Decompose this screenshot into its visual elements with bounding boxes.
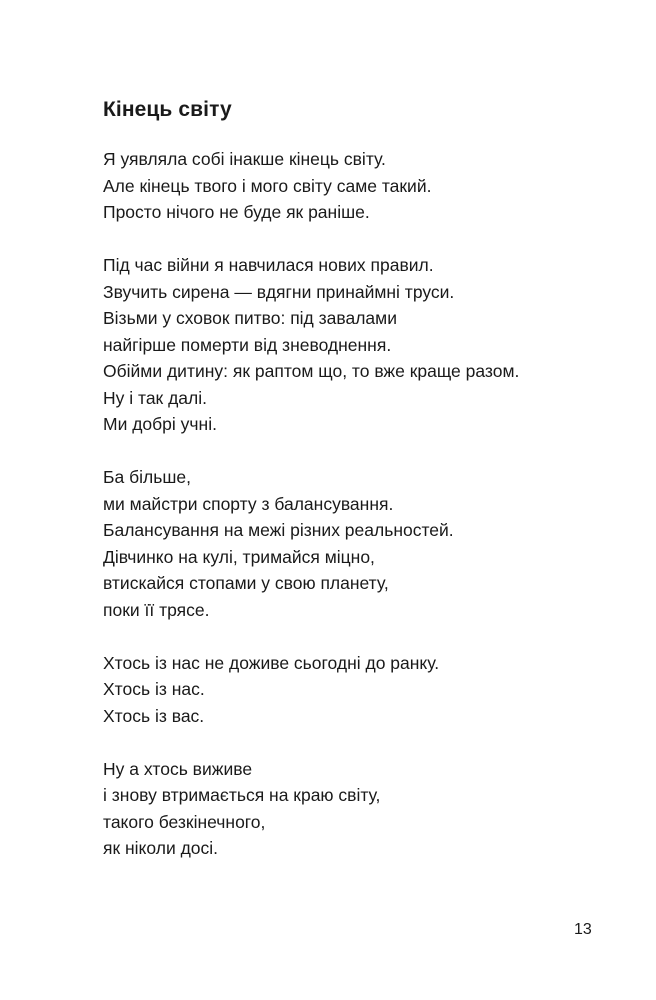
poem-line: і знову втримається на краю світу, [103,785,381,805]
poem-line: Ба більше, [103,467,191,487]
poem-line: такого безкінечного, [103,811,266,832]
poem-body [103,146,623,888]
poem-line: Балансування на межі різних реальностей. [103,520,454,540]
poem-line: найгірше померти від зневоднення. [103,334,392,355]
poem-line: втискайся стопами у свою планету, [103,573,389,593]
poem-line: поки її трясе. [103,599,210,620]
poem-line: Дівчинко на кулі, тримайся міцно, [103,546,375,567]
poem-line: Візьми у сховок питво: під завалами [103,308,397,328]
poem-line: Я уявляла собі інакше кінець світу. [103,149,386,169]
poem-line: Обійми дитину: як раптом що, то вже краще разом. [103,361,520,381]
poem-line: Ми добрі учні. [103,414,217,434]
poem-line: ми майстри спорту з балансування. [103,493,394,514]
page-number: 13 [574,921,592,938]
poem-line: Але кінець твого і мого світу саме такий. [103,175,432,196]
poem-line: Хтось із нас не доживе сьогодні до ранку. [103,652,440,673]
poem-line: як ніколи досі. [103,838,219,858]
poem-line: Хтось із вас. [103,705,205,726]
poem-title: Кінець світу [103,98,232,121]
poem-line: Ну і так далі. [103,387,207,408]
poem-line: Ну а хтось виживе [103,758,253,779]
stanza-4 [103,650,623,730]
stanza-2 [103,252,623,438]
stanza-3 [103,464,623,623]
poem-line: Просто нічого не буде як раніше. [103,202,370,222]
stanza-5 [103,756,623,862]
poem-line: Звучить сирена — вдягни принаймні труси. [103,281,455,302]
poem-line: Хтось із нас. [103,679,205,699]
stanza-1 [103,146,623,226]
poem-line: Під час війни я навчилася нових правил. [103,255,434,275]
